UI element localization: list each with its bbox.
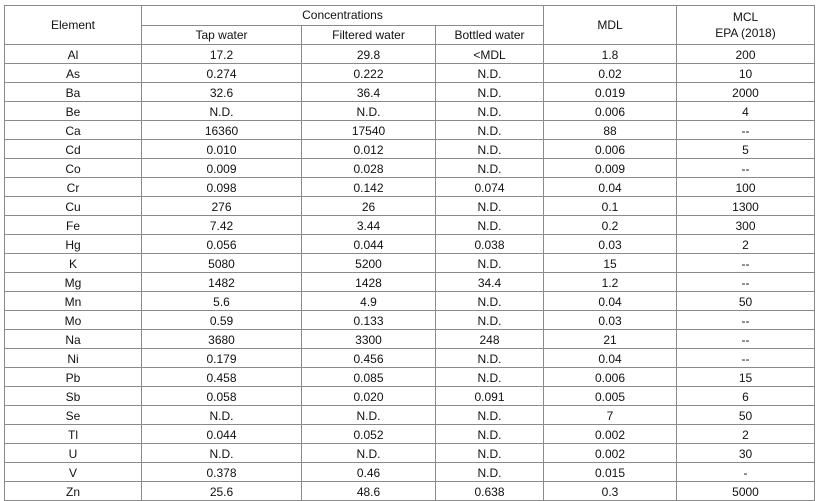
cell-mdl: 0.002 — [544, 444, 677, 463]
cell-filtered-water: 4.9 — [302, 292, 436, 311]
cell-mcl: 1300 — [677, 197, 815, 216]
cell-bottled-water: 0.638 — [436, 482, 544, 501]
cell-tap-water: 25.6 — [142, 482, 302, 501]
cell-bottled-water: N.D. — [436, 197, 544, 216]
cell-mdl: 0.03 — [544, 235, 677, 254]
cell-bottled-water: N.D. — [436, 292, 544, 311]
cell-filtered-water: 0.133 — [302, 311, 436, 330]
cell-mdl: 0.002 — [544, 425, 677, 444]
cell-filtered-water: 1428 — [302, 273, 436, 292]
cell-tap-water: N.D. — [142, 102, 302, 121]
cell-bottled-water: N.D. — [436, 311, 544, 330]
cell-mcl: 2 — [677, 235, 815, 254]
cell-mcl: -- — [677, 330, 815, 349]
cell-mcl: -- — [677, 273, 815, 292]
cell-mcl: 10 — [677, 64, 815, 83]
cell-mdl: 0.006 — [544, 368, 677, 387]
cell-tap-water: 0.056 — [142, 235, 302, 254]
cell-bottled-water: N.D. — [436, 368, 544, 387]
cell-mcl: 6 — [677, 387, 815, 406]
cell-mdl: 0.3 — [544, 482, 677, 501]
cell-mdl: 21 — [544, 330, 677, 349]
table-container — [4, 5, 815, 501]
cell-tap-water: 0.59 — [142, 311, 302, 330]
cell-element: Al — [5, 45, 142, 64]
cell-mdl: 0.04 — [544, 349, 677, 368]
cell-mdl: 0.03 — [544, 311, 677, 330]
table-row — [5, 387, 815, 406]
cell-element: Co — [5, 159, 142, 178]
cell-mdl: 0.1 — [544, 197, 677, 216]
cell-mcl: 200 — [677, 45, 815, 64]
cell-filtered-water: 3.44 — [302, 216, 436, 235]
cell-mdl: 0.02 — [544, 64, 677, 83]
cell-element: As — [5, 64, 142, 83]
cell-bottled-water: N.D. — [436, 64, 544, 83]
cell-mdl: 0.2 — [544, 216, 677, 235]
cell-filtered-water: 0.456 — [302, 349, 436, 368]
cell-mcl: 100 — [677, 178, 815, 197]
cell-filtered-water: 0.085 — [302, 368, 436, 387]
cell-tap-water: N.D. — [142, 444, 302, 463]
cell-tap-water: 0.378 — [142, 463, 302, 482]
table-row — [5, 216, 815, 235]
cell-element: Se — [5, 406, 142, 425]
cell-mdl: 0.04 — [544, 178, 677, 197]
cell-mcl: 5000 — [677, 482, 815, 501]
cell-filtered-water: 0.052 — [302, 425, 436, 444]
cell-mdl: 0.009 — [544, 159, 677, 178]
cell-bottled-water: N.D. — [436, 406, 544, 425]
cell-mcl: -- — [677, 311, 815, 330]
cell-tap-water: 0.058 — [142, 387, 302, 406]
cell-mcl: -- — [677, 254, 815, 273]
cell-mdl: 0.006 — [544, 140, 677, 159]
cell-filtered-water: 0.142 — [302, 178, 436, 197]
cell-bottled-water: N.D. — [436, 444, 544, 463]
cell-element: Cr — [5, 178, 142, 197]
cell-filtered-water: N.D. — [302, 406, 436, 425]
cell-mdl: 7 — [544, 406, 677, 425]
cell-tap-water: 7.42 — [142, 216, 302, 235]
cell-filtered-water: 17540 — [302, 121, 436, 140]
cell-mdl: 15 — [544, 254, 677, 273]
table-row — [5, 254, 815, 273]
cell-bottled-water: 248 — [436, 330, 544, 349]
cell-tap-water: 1482 — [142, 273, 302, 292]
cell-mdl: 0.005 — [544, 387, 677, 406]
cell-tap-water: 0.010 — [142, 140, 302, 159]
cell-mcl: 2000 — [677, 83, 815, 102]
cell-bottled-water: 0.091 — [436, 387, 544, 406]
cell-element: Mo — [5, 311, 142, 330]
cell-mcl: 4 — [677, 102, 815, 121]
table-row — [5, 235, 815, 254]
cell-element: Hg — [5, 235, 142, 254]
table-row — [5, 311, 815, 330]
header-tap-water: Tap water — [142, 26, 302, 45]
cell-mcl: 300 — [677, 216, 815, 235]
cell-mcl: 2 — [677, 425, 815, 444]
cell-mcl: - — [677, 463, 815, 482]
header-mcl-line1: MCL — [732, 10, 759, 24]
table-header — [5, 6, 815, 45]
cell-element: Tl — [5, 425, 142, 444]
cell-bottled-water: N.D. — [436, 216, 544, 235]
table-row — [5, 64, 815, 83]
cell-filtered-water: 26 — [302, 197, 436, 216]
cell-tap-water: 0.274 — [142, 64, 302, 83]
table-row — [5, 368, 815, 387]
cell-bottled-water: <MDL — [436, 45, 544, 64]
table-row — [5, 406, 815, 425]
cell-element: Pb — [5, 368, 142, 387]
table-row — [5, 482, 815, 501]
header-bottled-water: Bottled water — [436, 26, 544, 45]
cell-element: Zn — [5, 482, 142, 501]
cell-filtered-water: 48.6 — [302, 482, 436, 501]
table-row — [5, 349, 815, 368]
cell-filtered-water: 0.020 — [302, 387, 436, 406]
cell-mcl: 30 — [677, 444, 815, 463]
cell-element: Mg — [5, 273, 142, 292]
cell-bottled-water: 0.038 — [436, 235, 544, 254]
cell-bottled-water: 0.074 — [436, 178, 544, 197]
table-row — [5, 197, 815, 216]
cell-mdl: 0.019 — [544, 83, 677, 102]
cell-element: Ca — [5, 121, 142, 140]
cell-tap-water: 17.2 — [142, 45, 302, 64]
cell-filtered-water: N.D. — [302, 444, 436, 463]
cell-mcl: -- — [677, 159, 815, 178]
cell-mcl: 5 — [677, 140, 815, 159]
cell-element: Cd — [5, 140, 142, 159]
cell-tap-water: 16360 — [142, 121, 302, 140]
header-element: Element — [5, 6, 142, 45]
cell-mdl: 0.015 — [544, 463, 677, 482]
header-row-1 — [5, 6, 815, 26]
cell-tap-water: 32.6 — [142, 83, 302, 102]
cell-bottled-water: N.D. — [436, 102, 544, 121]
cell-element: Na — [5, 330, 142, 349]
cell-bottled-water: N.D. — [436, 159, 544, 178]
cell-tap-water: 5080 — [142, 254, 302, 273]
cell-filtered-water: 29.8 — [302, 45, 436, 64]
cell-mdl: 88 — [544, 121, 677, 140]
cell-mcl: 15 — [677, 368, 815, 387]
table-body — [5, 45, 815, 501]
cell-mdl: 0.006 — [544, 102, 677, 121]
cell-mcl: 50 — [677, 406, 815, 425]
cell-filtered-water: 0.012 — [302, 140, 436, 159]
table-row — [5, 83, 815, 102]
cell-filtered-water: 5200 — [302, 254, 436, 273]
cell-tap-water: 5.6 — [142, 292, 302, 311]
cell-bottled-water: N.D. — [436, 349, 544, 368]
concentrations-table — [4, 5, 815, 501]
table-row — [5, 444, 815, 463]
cell-element: Be — [5, 102, 142, 121]
cell-bottled-water: N.D. — [436, 83, 544, 102]
cell-element: Fe — [5, 216, 142, 235]
cell-filtered-water: 36.4 — [302, 83, 436, 102]
cell-tap-water: 3680 — [142, 330, 302, 349]
cell-mdl: 1.8 — [544, 45, 677, 64]
cell-element: U — [5, 444, 142, 463]
cell-mdl: 1.2 — [544, 273, 677, 292]
cell-element: Ba — [5, 83, 142, 102]
cell-mcl: -- — [677, 121, 815, 140]
cell-filtered-water: 0.222 — [302, 64, 436, 83]
table-row — [5, 330, 815, 349]
header-concentrations: Concentrations — [142, 6, 544, 26]
header-mcl-line2: EPA (2018) — [715, 26, 776, 40]
cell-tap-water: N.D. — [142, 406, 302, 425]
header-filtered-water: Filtered water — [302, 26, 436, 45]
cell-element: Sb — [5, 387, 142, 406]
table-row — [5, 178, 815, 197]
table-row — [5, 159, 815, 178]
cell-tap-water: 0.009 — [142, 159, 302, 178]
table-row — [5, 102, 815, 121]
cell-tap-water: 276 — [142, 197, 302, 216]
table-row — [5, 140, 815, 159]
cell-bottled-water: N.D. — [436, 463, 544, 482]
cell-filtered-water: 0.028 — [302, 159, 436, 178]
table-row — [5, 425, 815, 444]
cell-mcl: 50 — [677, 292, 815, 311]
cell-filtered-water: 0.044 — [302, 235, 436, 254]
cell-mdl: 0.04 — [544, 292, 677, 311]
cell-filtered-water: N.D. — [302, 102, 436, 121]
table-row — [5, 273, 815, 292]
cell-element: K — [5, 254, 142, 273]
cell-tap-water: 0.458 — [142, 368, 302, 387]
cell-tap-water: 0.044 — [142, 425, 302, 444]
cell-bottled-water: N.D. — [436, 121, 544, 140]
cell-filtered-water: 3300 — [302, 330, 436, 349]
table-row — [5, 292, 815, 311]
table-row — [5, 45, 815, 64]
cell-bottled-water: N.D. — [436, 254, 544, 273]
cell-bottled-water: 34.4 — [436, 273, 544, 292]
cell-element: V — [5, 463, 142, 482]
cell-tap-water: 0.098 — [142, 178, 302, 197]
cell-mcl: -- — [677, 349, 815, 368]
table-row — [5, 463, 815, 482]
cell-bottled-water: N.D. — [436, 140, 544, 159]
cell-element: Mn — [5, 292, 142, 311]
header-mcl — [677, 6, 815, 45]
cell-bottled-water: N.D. — [436, 425, 544, 444]
cell-element: Cu — [5, 197, 142, 216]
cell-element: Ni — [5, 349, 142, 368]
table-row — [5, 121, 815, 140]
cell-filtered-water: 0.46 — [302, 463, 436, 482]
header-mdl: MDL — [544, 6, 677, 45]
cell-tap-water: 0.179 — [142, 349, 302, 368]
